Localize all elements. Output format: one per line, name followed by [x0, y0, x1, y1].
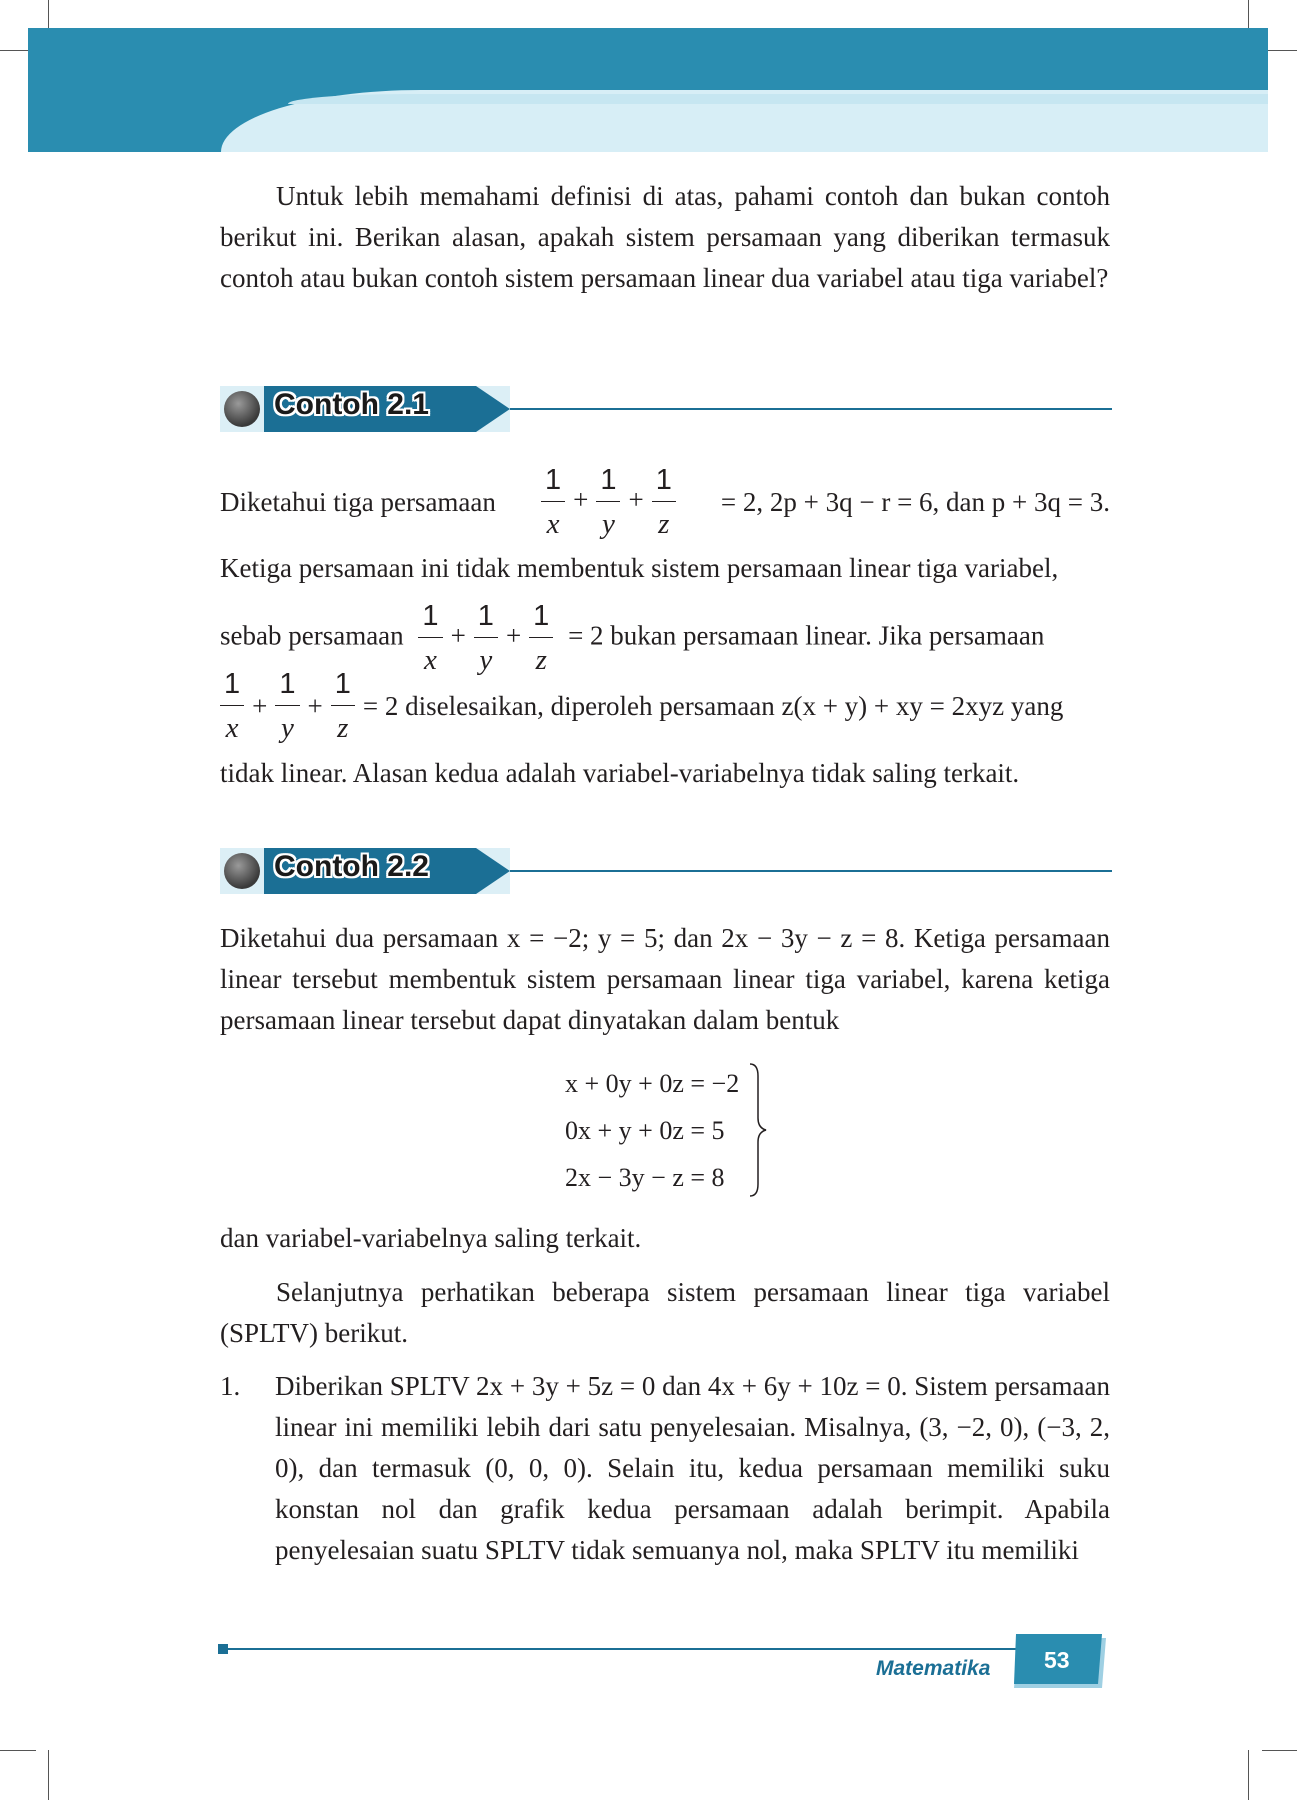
- example1-line2: Ketiga persamaan ini tidak membentuk sistem persamaan linear tiga variabel,: [220, 553, 1059, 583]
- page-number: 53: [1044, 1647, 1070, 1673]
- footer-subject: Matematika: [876, 1657, 991, 1680]
- header-wave-highlight: [288, 94, 1268, 104]
- equation-row: x + 0y + 0z = −2: [565, 1069, 740, 1098]
- equation-system: [565, 1060, 739, 1201]
- example1-line1: [220, 466, 1110, 539]
- fraction-1-over-x: $\frac{1}{x}$: [220, 670, 244, 743]
- example-rule: [510, 870, 1112, 872]
- crop-mark: [0, 1750, 36, 1751]
- example-badge-arrow: [476, 848, 510, 894]
- list-item-number: 1.: [220, 1371, 241, 1401]
- example1-line1-end: = 2, 2p + 3q − r = 6, dan p + 3q = 3.: [720, 487, 1110, 517]
- crop-mark: [1262, 1750, 1297, 1751]
- example-header-2-1: [220, 386, 1112, 432]
- fraction-1-over-z: $\frac{1}{z}$: [529, 602, 553, 675]
- example-header-2-2: [220, 848, 1112, 894]
- right-brace: [748, 1062, 768, 1198]
- header-band: [28, 28, 1268, 152]
- fraction-1-over-y: $\frac{1}{y}$: [596, 466, 620, 539]
- example-icon: [224, 391, 260, 427]
- fraction-1-over-y: $\frac{1}{y}$: [474, 602, 498, 675]
- fraction-1-over-z: $\frac{1}{z}$: [331, 670, 355, 743]
- example-title: Contoh 2.1: [274, 388, 429, 421]
- fraction-1-over-z: $\frac{1}{z}$: [652, 466, 676, 539]
- example1-line4: $\frac{1}{x}$ + $\frac{1}{y}$ + $\frac{1}{z}$ = 2 diselesaikan, diperoleh persamaan z(x + y) + xy = 2xyz yang: [220, 670, 1110, 743]
- example1-line5: tidak linear. Alasan kedua adalah variabel-variabelnya tidak saling terkait.: [220, 758, 1020, 788]
- footer-rule: [222, 1648, 1022, 1650]
- fraction-1-over-x: $\frac{1}{x}$: [541, 466, 565, 539]
- example1-line3: sebab persamaan $\frac{1}{x}$ + $\frac{1}{y}$ + $\frac{1}{z}$ = 2 bukan persamaan linear. Jika persamaan: [220, 600, 1045, 676]
- next-paragraph: Selanjutnya perhatikan beberapa sistem persamaan linear tiga variabel (SPLTV) berikut.: [220, 1277, 1110, 1348]
- equation-row: 2x − 3y − z = 8: [565, 1163, 725, 1192]
- crop-mark: [1248, 1750, 1249, 1800]
- fraction-group: $\frac{1}{x}$ + $\frac{1}{y}$ + $\frac{1}{z}$: [533, 466, 684, 539]
- example1-line1-start: Diketahui tiga persamaan: [220, 487, 496, 517]
- fraction-1-over-x: $\frac{1}{x}$: [418, 602, 442, 675]
- equation-row: 0x + y + 0z = 5: [565, 1116, 725, 1145]
- intro-paragraph: Untuk lebih memahami definisi di atas, pahami contoh dan bukan contoh berikut ini. Berikan alasan, apakah sistem persamaan yang diberikan termasuk contoh atau bukan contoh sistem persamaan linear dua variabel atau tiga variabel?: [220, 181, 1110, 293]
- fraction-1-over-y: $\frac{1}{y}$: [275, 670, 299, 743]
- crop-mark: [48, 1750, 49, 1800]
- example-icon: [224, 853, 260, 889]
- example2-after: dan variabel-variabelnya saling terkait.: [220, 1223, 642, 1253]
- example-badge-arrow: [476, 386, 510, 432]
- list-item-text: Diberikan SPLTV 2x + 3y + 5z = 0 dan 4x + 6y + 10z = 0. Sistem persamaan linear ini memiliki lebih dari satu penyelesaian. Misalnya, (3, −2, 0), (−3, 2, 0), dan termasuk (0, 0, 0). Selain itu, kedua persamaan memiliki suku konstan nol dan grafik kedua persamaan adalah berimpit. Apabila penyelesaian suatu SPLTV tidak semuanya nol, maka SPLTV itu memiliki: [275, 1371, 1110, 1565]
- example-rule: [510, 408, 1112, 410]
- example-title: Contoh 2.2: [274, 850, 429, 883]
- example2-paragraph: Diketahui dua persamaan x = −2; y = 5; dan 2x − 3y − z = 8. Ketiga persamaan linear tersebut membentuk sistem persamaan linear tiga variabel, karena ketiga persamaan linear tersebut dapat dinyatakan dalam bentuk: [220, 923, 1110, 1035]
